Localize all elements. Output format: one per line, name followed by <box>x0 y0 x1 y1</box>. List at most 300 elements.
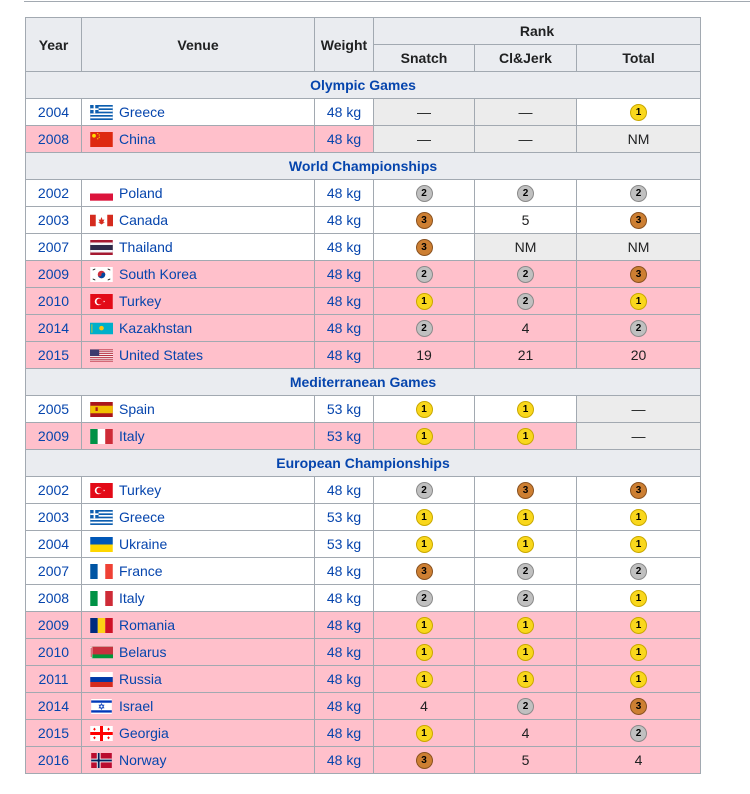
year-cell <box>26 423 82 450</box>
year-cell <box>26 666 82 693</box>
bronze-medal-icon: 3 <box>416 239 433 256</box>
weight-header[interactable]: Weight <box>315 18 374 72</box>
total-cell <box>577 99 701 126</box>
section-title-link[interactable]: European Championships <box>26 450 701 477</box>
year-link[interactable]: 2008 <box>37 131 70 147</box>
snatch-cell <box>374 315 475 342</box>
year-cell <box>26 477 82 504</box>
silver-medal-icon: 2 <box>517 698 534 715</box>
year-link[interactable]: 2008 <box>37 590 70 606</box>
table-row <box>26 207 701 234</box>
venue-cell <box>82 315 315 342</box>
kazakhstan-flag-icon <box>90 321 113 336</box>
year-link[interactable]: 2010 <box>37 293 70 309</box>
weight-cell <box>315 693 374 720</box>
snatch-cell <box>374 666 475 693</box>
table-row <box>26 315 701 342</box>
venue-header[interactable]: Venue <box>82 18 315 72</box>
weight-link[interactable]: 48 kg <box>326 347 362 363</box>
gold-medal-icon: 1 <box>630 104 647 121</box>
year-cell <box>26 288 82 315</box>
turkey-flag-icon <box>90 483 113 498</box>
weight-link[interactable]: 48 kg <box>326 563 362 579</box>
total-cell <box>577 477 701 504</box>
year-link[interactable]: 2009 <box>37 428 70 444</box>
year-cell <box>26 585 82 612</box>
venue-cell <box>82 99 315 126</box>
gold-medal-icon: 1 <box>517 671 534 688</box>
bronze-medal-icon: 3 <box>416 563 433 580</box>
cj-cell <box>475 693 577 720</box>
weight-link[interactable]: 48 kg <box>326 293 362 309</box>
norway-flag-icon <box>90 753 113 768</box>
total-cell <box>577 693 701 720</box>
cj-cell: — <box>475 126 577 153</box>
year-cell <box>26 315 82 342</box>
results-table <box>25 17 701 774</box>
cj-cell <box>475 666 577 693</box>
venue-cell <box>82 234 315 261</box>
venue-link[interactable]: United States <box>119 346 204 363</box>
silver-medal-icon: 2 <box>517 185 534 202</box>
year-link[interactable]: 2003 <box>37 509 70 525</box>
weight-link[interactable]: 48 kg <box>326 266 362 282</box>
year-cell <box>26 99 82 126</box>
gold-medal-icon: 1 <box>630 617 647 634</box>
venue-link[interactable]: Greece <box>119 103 165 120</box>
year-link[interactable]: 2014 <box>37 698 70 714</box>
silver-medal-icon: 2 <box>630 563 647 580</box>
venue-cell <box>82 504 315 531</box>
year-link[interactable]: 2007 <box>37 563 70 579</box>
cj-cell <box>475 396 577 423</box>
cj-cell: 5 <box>475 207 577 234</box>
table-row <box>26 531 701 558</box>
weight-cell <box>315 99 374 126</box>
snatch-cell <box>374 477 475 504</box>
year-link[interactable]: 2004 <box>37 536 70 552</box>
korea-flag-icon <box>90 267 113 282</box>
year-link[interactable]: 2003 <box>37 212 70 228</box>
gold-medal-icon: 1 <box>416 428 433 445</box>
section-title-link[interactable]: World Championships <box>26 153 701 180</box>
snatch-cell <box>374 747 475 774</box>
weight-link[interactable]: 48 kg <box>326 617 362 633</box>
year-cell <box>26 342 82 369</box>
france-flag-icon <box>90 564 113 579</box>
cj-cell <box>475 180 577 207</box>
weight-link[interactable]: 48 kg <box>326 482 362 498</box>
silver-medal-icon: 2 <box>517 293 534 310</box>
gold-medal-icon: 1 <box>517 617 534 634</box>
gold-medal-icon: 1 <box>416 671 433 688</box>
venue-cell <box>82 747 315 774</box>
gold-medal-icon: 1 <box>416 536 433 553</box>
venue-link[interactable]: Israel <box>119 697 154 714</box>
table-row <box>26 639 701 666</box>
venue-cell <box>82 531 315 558</box>
venue-link[interactable]: Italy <box>119 589 145 606</box>
cj-cell: 4 <box>475 315 577 342</box>
table-row <box>26 504 701 531</box>
weight-link[interactable]: 48 kg <box>326 725 362 741</box>
year-cell <box>26 720 82 747</box>
year-cell <box>26 531 82 558</box>
silver-medal-icon: 2 <box>630 725 647 742</box>
cj-cell <box>475 531 577 558</box>
weight-cell <box>315 612 374 639</box>
venue-cell <box>82 342 315 369</box>
silver-medal-icon: 2 <box>517 590 534 607</box>
table-row <box>26 477 701 504</box>
spain-flag-icon <box>90 402 113 417</box>
section-header-row <box>26 72 701 99</box>
venue-link[interactable]: South Korea <box>119 265 197 282</box>
weight-cell <box>315 666 374 693</box>
venue-cell <box>82 423 315 450</box>
bronze-medal-icon: 3 <box>630 266 647 283</box>
year-link[interactable]: 2004 <box>37 104 70 120</box>
total-cell <box>577 504 701 531</box>
gold-medal-icon: 1 <box>517 428 534 445</box>
weight-cell <box>315 207 374 234</box>
table-row <box>26 558 701 585</box>
year-link[interactable]: 2014 <box>37 320 70 336</box>
cj-cell: 21 <box>475 342 577 369</box>
section-header-row <box>26 153 701 180</box>
total-cell: 4 <box>577 747 701 774</box>
weight-link[interactable]: 48 kg <box>326 212 362 228</box>
venue-link[interactable]: Spain <box>119 400 155 417</box>
cj-cell <box>475 612 577 639</box>
table-row <box>26 423 701 450</box>
year-link[interactable]: 2016 <box>37 752 70 768</box>
snatch-cell <box>374 558 475 585</box>
section-title-link[interactable]: Olympic Games <box>26 72 701 99</box>
italy-flag-icon <box>90 429 113 444</box>
venue-cell <box>82 666 315 693</box>
gold-medal-icon: 1 <box>416 725 433 742</box>
venue-link[interactable]: China <box>119 130 156 147</box>
total-cell <box>577 288 701 315</box>
usa-flag-icon <box>90 348 113 363</box>
gold-medal-icon: 1 <box>630 590 647 607</box>
total-cell <box>577 639 701 666</box>
gold-medal-icon: 1 <box>517 509 534 526</box>
cj-cell: NM <box>475 234 577 261</box>
table-row <box>26 693 701 720</box>
venue-link[interactable]: Thailand <box>119 238 173 255</box>
venue-link[interactable]: Turkey <box>119 292 162 309</box>
venue-link[interactable]: Canada <box>119 211 169 228</box>
section-header-row <box>26 450 701 477</box>
weight-cell <box>315 396 374 423</box>
bronze-medal-icon: 3 <box>630 482 647 499</box>
canada-flag-icon <box>90 213 113 228</box>
venue-link[interactable]: Norway <box>119 751 167 768</box>
table-row <box>26 180 701 207</box>
year-cell <box>26 612 82 639</box>
venue-cell <box>82 288 315 315</box>
weight-link[interactable]: 48 kg <box>326 698 362 714</box>
weight-link[interactable]: 53 kg <box>326 428 362 444</box>
cj-cell: — <box>475 99 577 126</box>
snatch-cell <box>374 585 475 612</box>
poland-flag-icon <box>90 186 113 201</box>
romania-flag-icon <box>90 618 113 633</box>
total-cell: NM <box>577 126 701 153</box>
venue-link[interactable]: Ukraine <box>119 535 168 552</box>
snatch-cell <box>374 288 475 315</box>
weight-link[interactable]: 48 kg <box>326 131 362 147</box>
weight-cell <box>315 180 374 207</box>
gold-medal-icon: 1 <box>630 536 647 553</box>
weight-link[interactable]: 48 kg <box>326 644 362 660</box>
table-row <box>26 234 701 261</box>
venue-cell <box>82 396 315 423</box>
gold-medal-icon: 1 <box>517 536 534 553</box>
weight-cell <box>315 342 374 369</box>
weight-link[interactable]: 48 kg <box>326 185 362 201</box>
top-divider <box>24 1 750 2</box>
gold-medal-icon: 1 <box>416 401 433 418</box>
belarus-flag-icon <box>90 645 113 660</box>
snatch-cell: — <box>374 99 475 126</box>
snatch-cell <box>374 531 475 558</box>
total-cell <box>577 531 701 558</box>
georgia-flag-icon <box>90 726 113 741</box>
venue-cell <box>82 207 315 234</box>
weight-cell <box>315 315 374 342</box>
cj-cell <box>475 423 577 450</box>
weight-cell <box>315 423 374 450</box>
table-row <box>26 666 701 693</box>
gold-medal-icon: 1 <box>517 644 534 661</box>
silver-medal-icon: 2 <box>630 185 647 202</box>
snatch-header[interactable]: Snatch <box>374 45 475 72</box>
thailand-flag-icon <box>90 240 113 255</box>
table-row <box>26 126 701 153</box>
year-link[interactable]: 2015 <box>37 725 70 741</box>
venue-cell <box>82 720 315 747</box>
section-title-link[interactable]: Mediterranean Games <box>26 369 701 396</box>
gold-medal-icon: 1 <box>416 644 433 661</box>
venue-link[interactable]: France <box>119 562 163 579</box>
israel-flag-icon <box>90 699 113 714</box>
weight-cell <box>315 720 374 747</box>
table-row <box>26 612 701 639</box>
year-header[interactable]: Year <box>26 18 82 72</box>
weight-cell <box>315 747 374 774</box>
weight-cell <box>315 531 374 558</box>
snatch-cell <box>374 612 475 639</box>
venue-cell <box>82 126 315 153</box>
cj-cell: 4 <box>475 720 577 747</box>
snatch-cell <box>374 504 475 531</box>
results-body <box>26 72 701 774</box>
year-link[interactable]: 2009 <box>37 266 70 282</box>
venue-link[interactable]: Turkey <box>119 481 162 498</box>
snatch-cell <box>374 261 475 288</box>
bronze-medal-icon: 3 <box>630 212 647 229</box>
bronze-medal-icon: 3 <box>630 698 647 715</box>
greece-flag-icon <box>90 105 113 120</box>
silver-medal-icon: 2 <box>517 266 534 283</box>
weight-link[interactable]: 53 kg <box>326 536 362 552</box>
gold-medal-icon: 1 <box>630 509 647 526</box>
year-cell <box>26 639 82 666</box>
snatch-cell: 4 <box>374 693 475 720</box>
weight-cell <box>315 639 374 666</box>
year-cell <box>26 261 82 288</box>
table-row <box>26 747 701 774</box>
venue-cell <box>82 585 315 612</box>
cj-header[interactable]: Cl&Jerk <box>475 45 577 72</box>
cj-cell <box>475 639 577 666</box>
year-cell <box>26 126 82 153</box>
venue-cell <box>82 261 315 288</box>
weight-cell <box>315 234 374 261</box>
venue-link[interactable]: Georgia <box>119 724 169 741</box>
weight-link[interactable]: 53 kg <box>326 401 362 417</box>
venue-link[interactable]: Greece <box>119 508 165 525</box>
total-cell <box>577 207 701 234</box>
silver-medal-icon: 2 <box>416 590 433 607</box>
cj-cell <box>475 585 577 612</box>
gold-medal-icon: 1 <box>416 509 433 526</box>
weight-cell <box>315 558 374 585</box>
bronze-medal-icon: 3 <box>517 482 534 499</box>
table-row <box>26 585 701 612</box>
silver-medal-icon: 2 <box>416 482 433 499</box>
year-link[interactable]: 2011 <box>38 671 69 687</box>
venue-cell <box>82 612 315 639</box>
total-header[interactable]: Total <box>577 45 701 72</box>
venue-link[interactable]: Russia <box>119 670 162 687</box>
year-cell <box>26 396 82 423</box>
snatch-cell: — <box>374 126 475 153</box>
silver-medal-icon: 2 <box>517 563 534 580</box>
total-cell: 20 <box>577 342 701 369</box>
year-cell <box>26 747 82 774</box>
total-cell <box>577 666 701 693</box>
total-cell <box>577 720 701 747</box>
weight-cell <box>315 126 374 153</box>
gold-medal-icon: 1 <box>416 293 433 310</box>
weight-link[interactable]: 53 kg <box>326 509 362 525</box>
weight-link[interactable]: 48 kg <box>326 590 362 606</box>
cj-cell <box>475 504 577 531</box>
cj-cell: 5 <box>475 747 577 774</box>
year-cell <box>26 693 82 720</box>
snatch-cell <box>374 720 475 747</box>
rank-header: Rank <box>374 18 701 45</box>
russia-flag-icon <box>90 672 113 687</box>
total-cell <box>577 180 701 207</box>
year-link[interactable]: 2005 <box>37 401 70 417</box>
year-link[interactable]: 2007 <box>37 239 70 255</box>
venue-cell <box>82 477 315 504</box>
snatch-cell <box>374 639 475 666</box>
china-flag-icon <box>90 132 113 147</box>
weight-cell <box>315 288 374 315</box>
snatch-cell <box>374 234 475 261</box>
total-cell <box>577 315 701 342</box>
snatch-cell: 19 <box>374 342 475 369</box>
venue-link[interactable]: Italy <box>119 427 145 444</box>
year-link[interactable]: 2009 <box>37 617 70 633</box>
cj-cell <box>475 261 577 288</box>
year-link[interactable]: 2002 <box>37 185 70 201</box>
venue-link[interactable]: Kazakhstan <box>119 319 193 336</box>
snatch-cell <box>374 396 475 423</box>
table-row <box>26 396 701 423</box>
year-link[interactable]: 2002 <box>37 482 70 498</box>
weight-cell <box>315 477 374 504</box>
venue-link[interactable]: Belarus <box>119 643 167 660</box>
weight-link[interactable]: 48 kg <box>326 752 362 768</box>
gold-medal-icon: 1 <box>517 401 534 418</box>
venue-link[interactable]: Poland <box>119 184 163 201</box>
year-cell <box>26 558 82 585</box>
year-cell <box>26 207 82 234</box>
snatch-cell <box>374 207 475 234</box>
gold-medal-icon: 1 <box>630 293 647 310</box>
venue-cell <box>82 693 315 720</box>
snatch-cell <box>374 180 475 207</box>
year-link[interactable]: 2015 <box>37 347 70 363</box>
bronze-medal-icon: 3 <box>416 212 433 229</box>
gold-medal-icon: 1 <box>630 644 647 661</box>
bronze-medal-icon: 3 <box>416 752 433 769</box>
weight-link[interactable]: 48 kg <box>326 239 362 255</box>
silver-medal-icon: 2 <box>416 185 433 202</box>
weight-link[interactable]: 48 kg <box>326 104 362 120</box>
weight-cell <box>315 504 374 531</box>
weight-cell <box>315 585 374 612</box>
year-link[interactable]: 2010 <box>37 644 70 660</box>
year-cell <box>26 180 82 207</box>
total-cell: NM <box>577 234 701 261</box>
silver-medal-icon: 2 <box>630 320 647 337</box>
total-cell: — <box>577 423 701 450</box>
total-cell <box>577 585 701 612</box>
year-cell <box>26 504 82 531</box>
italy-flag-icon <box>90 591 113 606</box>
table-row <box>26 261 701 288</box>
turkey-flag-icon <box>90 294 113 309</box>
snatch-cell <box>374 423 475 450</box>
silver-medal-icon: 2 <box>416 320 433 337</box>
total-cell <box>577 261 701 288</box>
venue-link[interactable]: Romania <box>119 616 176 633</box>
weight-link[interactable]: 48 kg <box>326 671 362 687</box>
total-cell <box>577 558 701 585</box>
gold-medal-icon: 1 <box>630 671 647 688</box>
gold-medal-icon: 1 <box>416 617 433 634</box>
table-row <box>26 99 701 126</box>
table-row <box>26 720 701 747</box>
silver-medal-icon: 2 <box>416 266 433 283</box>
greece-flag-icon <box>90 510 113 525</box>
table-row <box>26 288 701 315</box>
weight-cell <box>315 261 374 288</box>
table-row <box>26 342 701 369</box>
venue-cell <box>82 558 315 585</box>
total-cell <box>577 612 701 639</box>
weight-link[interactable]: 48 kg <box>326 320 362 336</box>
cj-cell <box>475 288 577 315</box>
